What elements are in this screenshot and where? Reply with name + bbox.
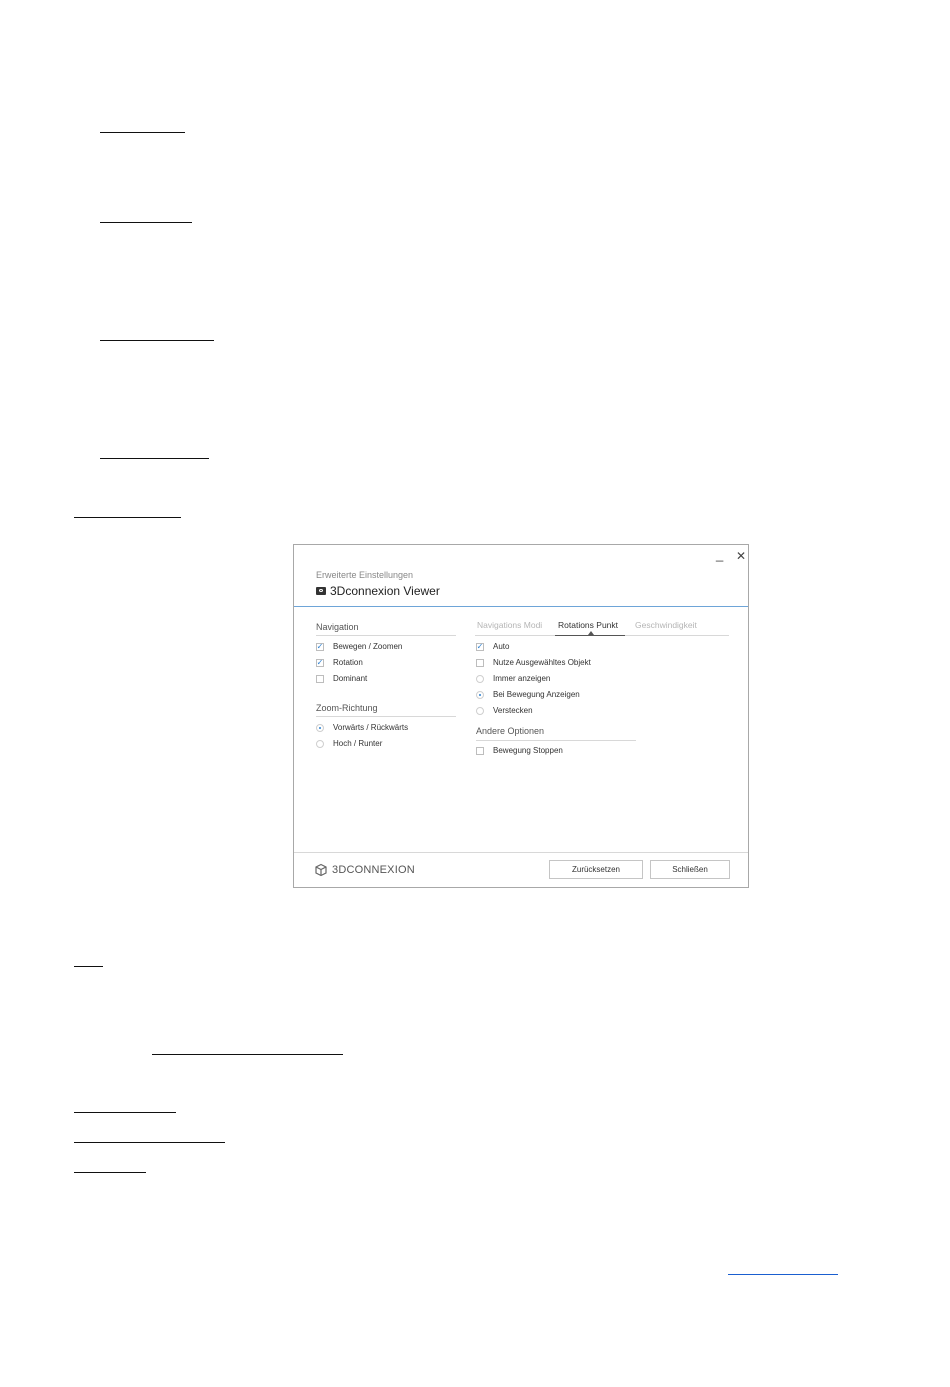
underline-rule	[74, 1142, 225, 1143]
checkbox-label: Auto	[493, 642, 510, 651]
checkbox[interactable]	[476, 643, 484, 651]
group-divider	[316, 716, 456, 717]
radio-button[interactable]	[476, 707, 484, 715]
checkbox-bewegung-stoppen[interactable]	[476, 746, 563, 755]
checkbox[interactable]	[476, 659, 484, 667]
dialog-header	[294, 545, 748, 607]
underline-rule	[100, 458, 209, 459]
other-options-group-title: Andere Optionen	[476, 726, 545, 736]
underline-rule	[100, 340, 214, 341]
3dconnexion-logo-icon	[314, 863, 328, 877]
close-icon[interactable]: ✕	[736, 549, 747, 563]
checkbox-label: Bewegung Stoppen	[493, 746, 563, 755]
underline-rule	[74, 517, 181, 518]
dialog-subtitle: Erweiterte Einstellungen	[316, 570, 414, 580]
tab-rotations-punkt[interactable]: Rotations Punkt	[558, 620, 619, 630]
radio-button[interactable]	[316, 740, 324, 748]
checkbox-dominant[interactable]	[316, 674, 367, 683]
radio-label: Bei Bewegung Anzeigen	[493, 690, 580, 699]
close-button[interactable]: Schließen	[650, 860, 730, 879]
checkbox-bewegen-zoomen[interactable]	[316, 642, 402, 651]
group-divider	[476, 740, 636, 741]
tab-navigations-modi[interactable]: Navigations Modi	[477, 620, 543, 630]
checkbox-auto[interactable]	[476, 642, 509, 651]
radio-button[interactable]	[476, 675, 484, 683]
radio-label: Hoch / Runter	[333, 739, 383, 748]
underline-rule	[74, 1112, 176, 1113]
underline-rule	[100, 132, 185, 133]
reset-button[interactable]: Zurücksetzen	[549, 860, 643, 879]
checkbox[interactable]	[316, 659, 324, 667]
radio-label: Immer anzeigen	[493, 674, 551, 683]
active-tab-caret-icon	[588, 631, 594, 635]
radio-vorwaerts-rueckwaerts[interactable]	[316, 723, 408, 732]
checkbox-rotation[interactable]	[316, 658, 363, 667]
checkbox-label: Dominant	[333, 674, 368, 683]
active-tab-indicator	[555, 635, 625, 636]
checkbox-label: Rotation	[333, 658, 363, 667]
checkbox-label: Nutze Ausgewähltes Objekt	[493, 658, 591, 667]
radio-button[interactable]	[476, 691, 484, 699]
checkbox-label: Bewegen / Zoomen	[333, 642, 403, 651]
tab-geschwindigkeit[interactable]: Geschwindigkeit	[635, 620, 697, 630]
zoom-direction-group-title: Zoom-Richtung	[316, 703, 378, 713]
underline-rule	[74, 1172, 146, 1173]
checkbox-nutze-ausgewaehltes-objekt[interactable]	[476, 658, 591, 667]
checkbox[interactable]	[316, 675, 324, 683]
hyperlink-underline[interactable]	[728, 1274, 838, 1275]
navigation-group-title: Navigation	[316, 622, 359, 632]
group-divider	[316, 635, 456, 636]
radio-label: Verstecken	[493, 706, 533, 715]
minimize-button[interactable]: _	[716, 547, 724, 562]
viewer-app-icon	[316, 587, 326, 595]
underline-rule	[152, 1054, 343, 1055]
radio-bei-bewegung-anzeigen[interactable]	[476, 690, 580, 699]
logo-text: 3DCONNEXION	[332, 864, 415, 876]
radio-button[interactable]	[316, 724, 324, 732]
3dconnexion-logo	[314, 863, 415, 877]
underline-rule	[100, 222, 192, 223]
footer-divider	[294, 852, 748, 853]
underline-rule	[74, 966, 103, 967]
settings-dialog	[293, 544, 749, 888]
radio-label: Vorwärts / Rückwärts	[333, 723, 409, 732]
radio-hoch-runter[interactable]	[316, 739, 382, 748]
radio-verstecken[interactable]	[476, 706, 533, 715]
radio-immer-anzeigen[interactable]	[476, 674, 550, 683]
checkbox[interactable]	[476, 747, 484, 755]
dialog-title: 3Dconnexion Viewer	[330, 584, 440, 598]
checkbox[interactable]	[316, 643, 324, 651]
